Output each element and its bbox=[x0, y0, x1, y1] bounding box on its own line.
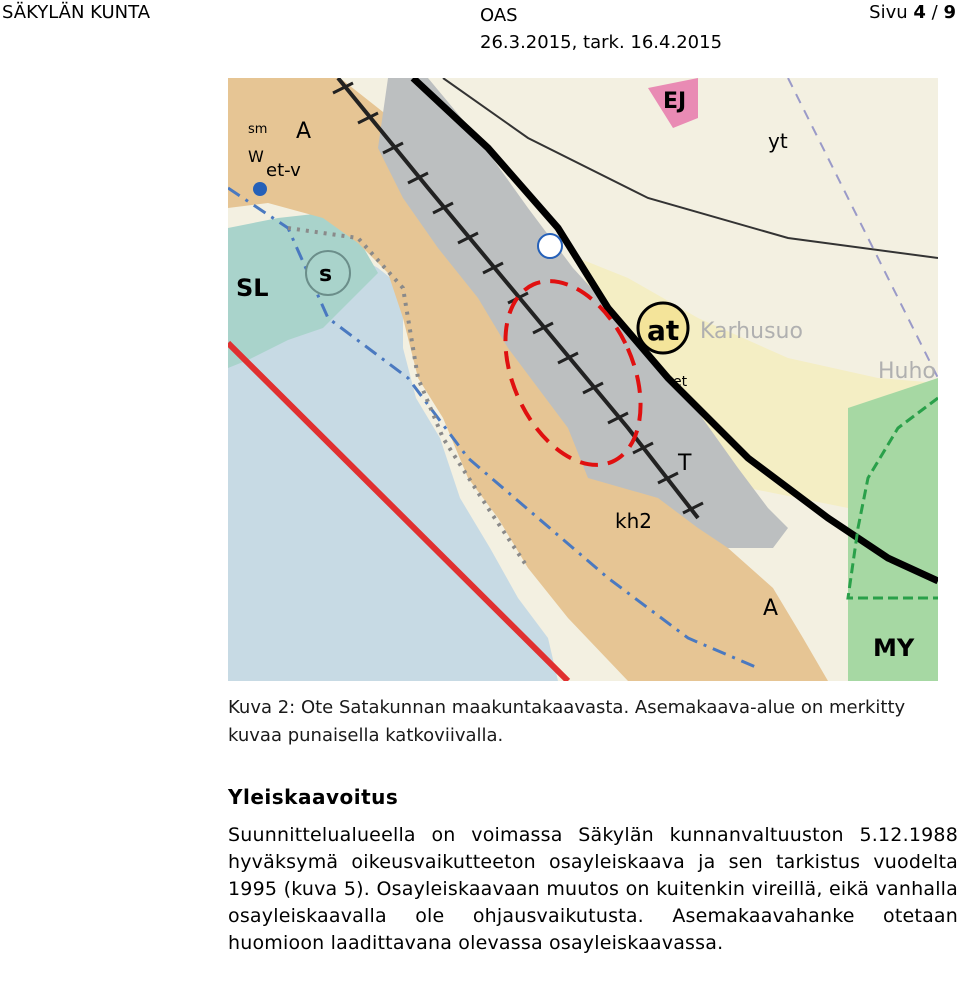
label-at: at bbox=[647, 314, 680, 347]
section-heading: Yleiskaavoitus bbox=[228, 785, 399, 809]
page-separator: / bbox=[931, 2, 938, 23]
page-prefix: Sivu bbox=[869, 2, 908, 23]
page-number bbox=[869, 2, 956, 23]
document-date: 26.3.2015, tark. 16.4.2015 bbox=[480, 32, 723, 53]
label-ej: EJ bbox=[663, 89, 687, 114]
label-w: W bbox=[248, 147, 264, 166]
document-info bbox=[480, 2, 722, 56]
document-type: OAS bbox=[480, 5, 518, 26]
map-svg bbox=[228, 78, 938, 681]
label-yt: yt bbox=[768, 129, 788, 153]
label-sm: sm bbox=[248, 122, 268, 137]
label-karhusuo: Karhusuo bbox=[700, 319, 803, 344]
label-huho: Huho bbox=[878, 359, 936, 384]
municipality-name: SÄKYLÄN KUNTA bbox=[2, 2, 151, 23]
section-paragraph: Suunnittelualueella on voimassa Säkylän kunnanvaltuuston 5.12.1988 hyväksymä oikeusvaikutteeton osayleiskaava ja sen tarkistus vuodelta 1995 (kuva 5). Osayleiskaavaan muutos on kuitenkin vireillä, eikä vanhalla osayleiskaavalla ole ohjausvaikutusta. Asemakaavahanke otetaan huomioon laadittavana olevassa osayleiskaavassa. bbox=[228, 824, 958, 954]
label-a-bottom: A bbox=[763, 596, 779, 621]
road-sign-symbol bbox=[538, 234, 562, 258]
label-t: T bbox=[678, 451, 692, 476]
figure-caption: Kuva 2: Ote Satakunnan maakuntakaavasta. Asemakaava-alue on merkitty kuvaa punaisella katkoviivalla. bbox=[228, 697, 906, 746]
label-et-v: et-v bbox=[266, 160, 301, 181]
label-kh2: kh2 bbox=[615, 509, 652, 533]
label-s: s bbox=[319, 262, 333, 287]
page-header bbox=[0, 0, 960, 56]
page-current: 4 bbox=[913, 2, 926, 23]
label-a-top: A bbox=[296, 119, 312, 144]
blue-point bbox=[253, 182, 267, 196]
label-my: MY bbox=[873, 634, 915, 662]
label-et: et bbox=[673, 374, 688, 390]
regional-plan-map bbox=[228, 78, 938, 681]
label-sl: SL bbox=[236, 274, 269, 302]
page-total: 9 bbox=[943, 2, 956, 23]
